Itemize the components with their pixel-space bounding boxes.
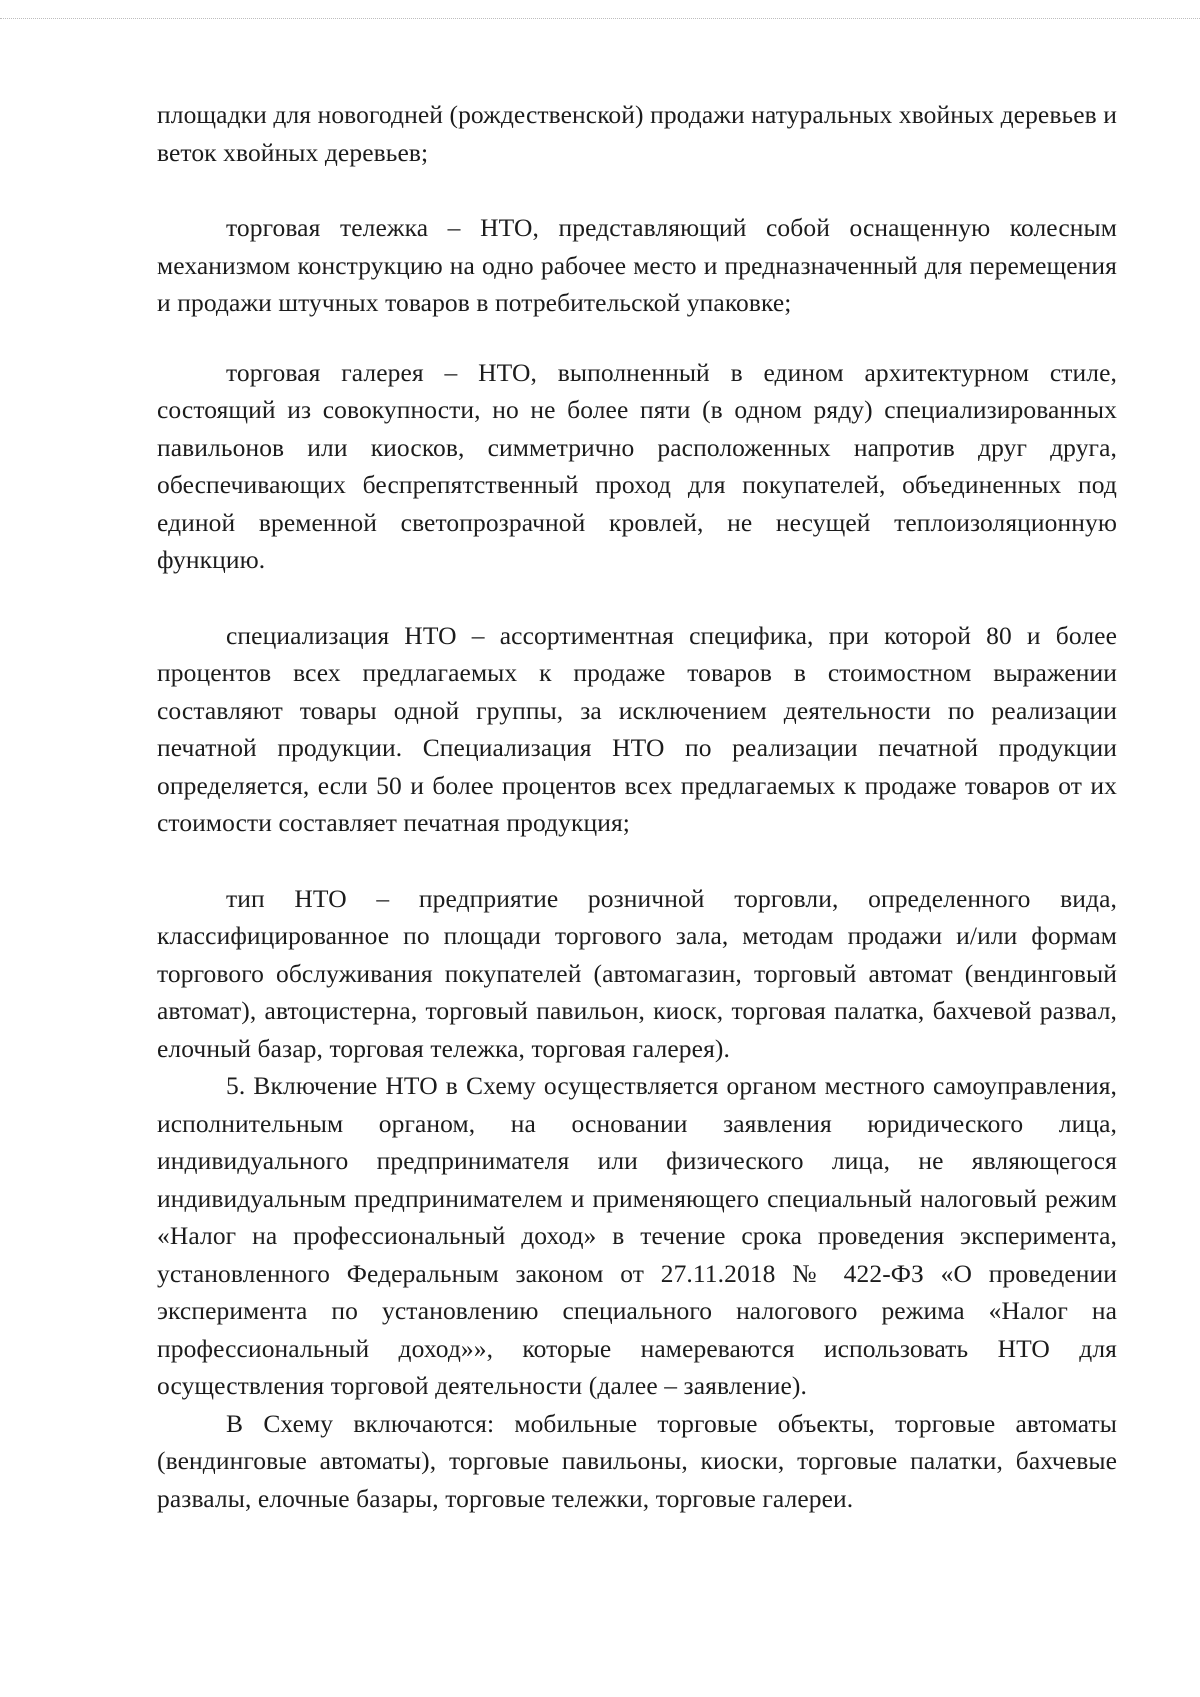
- paragraph-item-5: 5. Включение НТО в Схему осуществляется органом местного самоуправления, исполнительным органом, на основании заявления юридического лица, индивидуального предпринимателя или физического лица, не являющегося индивидуальным предпринимателем и применяющего специальный налоговый режим «Налог на профессиональный доход» в течение срока проведения эксперимента, установленного Федеральным законом от 27.11.2018 № 422-ФЗ «О проведении эксперимента по установлению специального налогового режима «Налог на профессиональный доход»», которые намереваются использовать НТО для осуществления торговой деятельности (далее – заявление).: [157, 1071, 1117, 1400]
- paragraph-specialization: специализация НТО – ассортиментная специфика, при которой 80 и более процентов всех предлагаемых к продаже товаров в стоимостном выражении составляют товары одной группы, за исключением деятельности по реализации печатной продукции. Специализация НТО по реализации печатной продукции определяется, если 50 и более процентов всех предлагаемых к продаже товаров от их стоимости составляет печатная продукция;: [157, 620, 1117, 837]
- document-body: [157, 96, 1117, 1517]
- paragraph-type: тип НТО – предприятие розничной торговли, определенного вида, классифицированное по площади торгового зала, методам продажи и/или формам торгового обслуживания покупателей (автомагазин, торговый автомат (вендинговый автомат), автоцистерна, торговый павильон, киоск, торговая палатка, бахчевой развал, елочный базар, торговая тележка, торговая галерея).: [157, 883, 1117, 1063]
- paragraph-scheme-includes: В Схему включаются: мобильные торговые объекты, торговые автоматы (вендинговые автоматы), торговые павильоны, киоски, торговые палатки, бахчевые развалы, елочные базары, торговые тележки, торговые галереи.: [157, 1408, 1117, 1513]
- paragraph-christmas-tree-sites: площадки для новогодней (рождественской) продажи натуральных хвойных деревьев и веток хвойных деревьев;: [157, 100, 1117, 167]
- paragraph-trading-cart: торговая тележка – НТО, представляющий собой оснащенную колесным механизмом конструкцию на одно рабочее место и предназначенный для перемещения и продажи штучных товаров в потребительской упаковке;: [157, 213, 1117, 317]
- scan-top-edge: [0, 18, 1200, 19]
- paragraph-trading-gallery: торговая галерея – НТО, выполненный в едином архитектурном стиле, состоящий из совокупности, но не более пяти (в одном ряду) специализированных павильонов или киосков, симметрично расположенных напротив друг друга, обеспечивающих беспрепятственный проход для покупателей, объединенных под единой временной светопрозрачной кровлей, не несущей теплоизоляционную функцию.: [157, 357, 1117, 574]
